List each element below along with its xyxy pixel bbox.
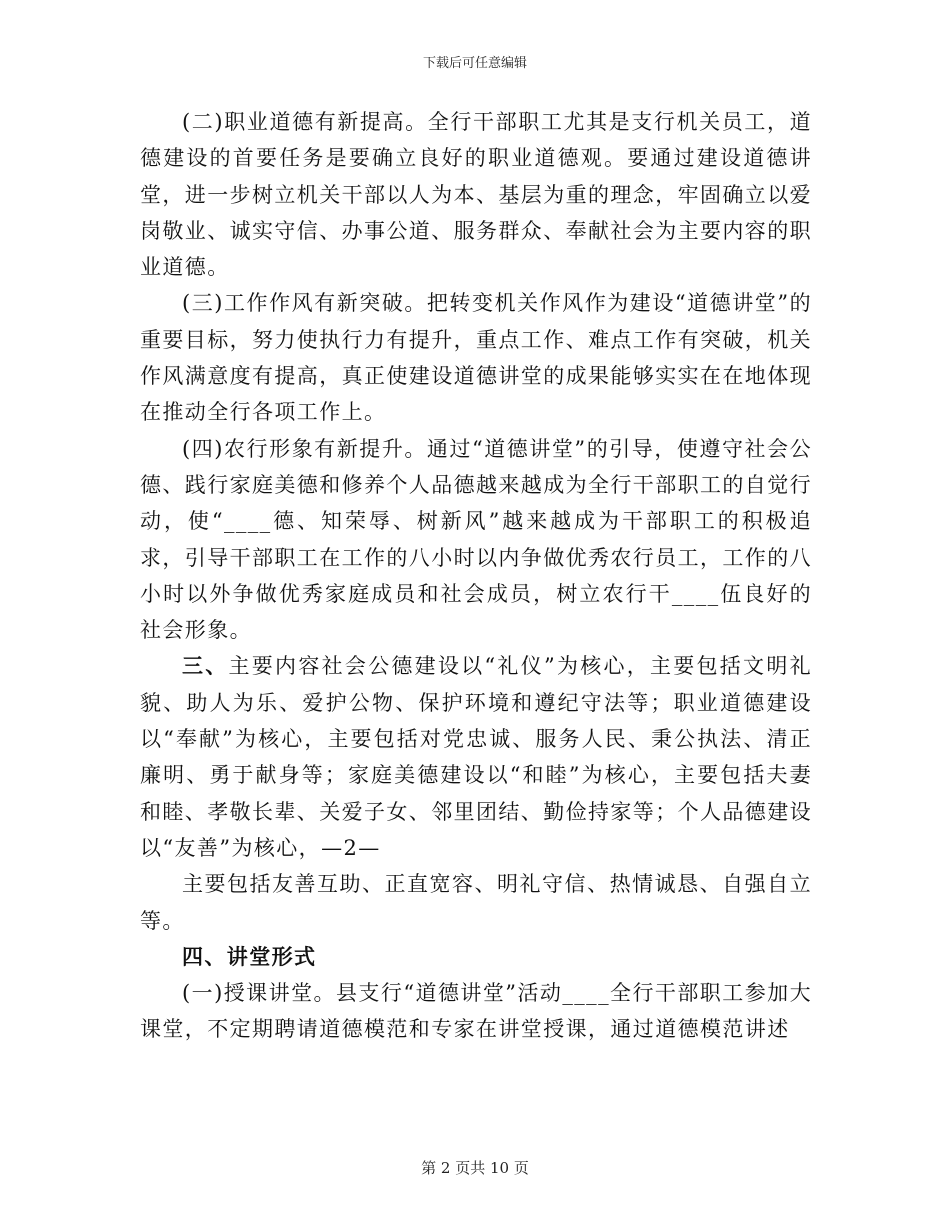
paragraph-main-content <box>140 648 812 866</box>
paragraph-lecture-class: (一)授课讲堂。县支行“道德讲堂”活动____全行干部职工参加大课堂，不定期聘请道德模范和专家在讲堂授课，通过道德模范讲述 <box>140 981 812 1042</box>
document-body <box>140 104 812 1048</box>
paragraph-bank-image: (四)农行形象有新提升。通过“道德讲堂”的引导，使遵守社会公德、践行家庭美德和修养个人品德越来越成为全行干部职工的自觉行动，使“____德、知荣辱、树新风”越来越成为干部职工的积极追求，引导干部职工在工作的八小时以内争做优秀农行员工，工作的八小时以外争做优秀家庭成员和社会成员，树立农行干____伍良好的社会形象。 <box>140 436 812 643</box>
section-heading-lecture-form: 四、讲堂形式 <box>182 944 317 969</box>
paragraph-personal-virtue: 主要包括友善互助、正直宽容、明礼守信、热情诚恳、自强自立等。 <box>140 872 812 933</box>
page-header: 下载后可任意编辑 <box>422 56 527 71</box>
paragraph-work-style: (三)工作作风有新突破。把转变机关作风作为建设“道德讲堂”的重要目标，努力使执行力有提升，重点工作、难点工作有突破，机关作风满意度有提高，真正使建设道德讲堂的成果能够实实在在地体现在推动全行各项工作上。 <box>140 291 812 425</box>
paragraph-professional-ethics: (二)职业道德有新提高。全行干部职工尤其是支行机关员工，道德建设的首要任务是要确立良好的职业道德观。要通过建设道德讲堂，进一步树立机关干部以人为本、基层为重的理念，牢固确立以爱岗敬业、诚实守信、办事公道、服务群众、奉献社会为主要内容的职业道德。 <box>140 110 812 280</box>
main-content-text: 主要内容社会公德建设以“礼仪”为核心，主要包括文明礼貌、助人为乐、爱护公物、保护环境和遵纪守法等；职业道德建设以“奉献”为核心，主要包括对党忠诚、服务人民、秉公执法、清正廉明、勇于献身等；家庭美德建设以“和睦”为核心，主要包括夫妻和睦、孝敬长辈、关爱子女、邻里团结、勤俭持家等；个人品德建设以“友善”为核心，—2— <box>140 654 812 860</box>
page-footer: 第 2 页共 10 页 <box>421 1159 529 1177</box>
section-three-marker: 三、 <box>182 654 229 679</box>
